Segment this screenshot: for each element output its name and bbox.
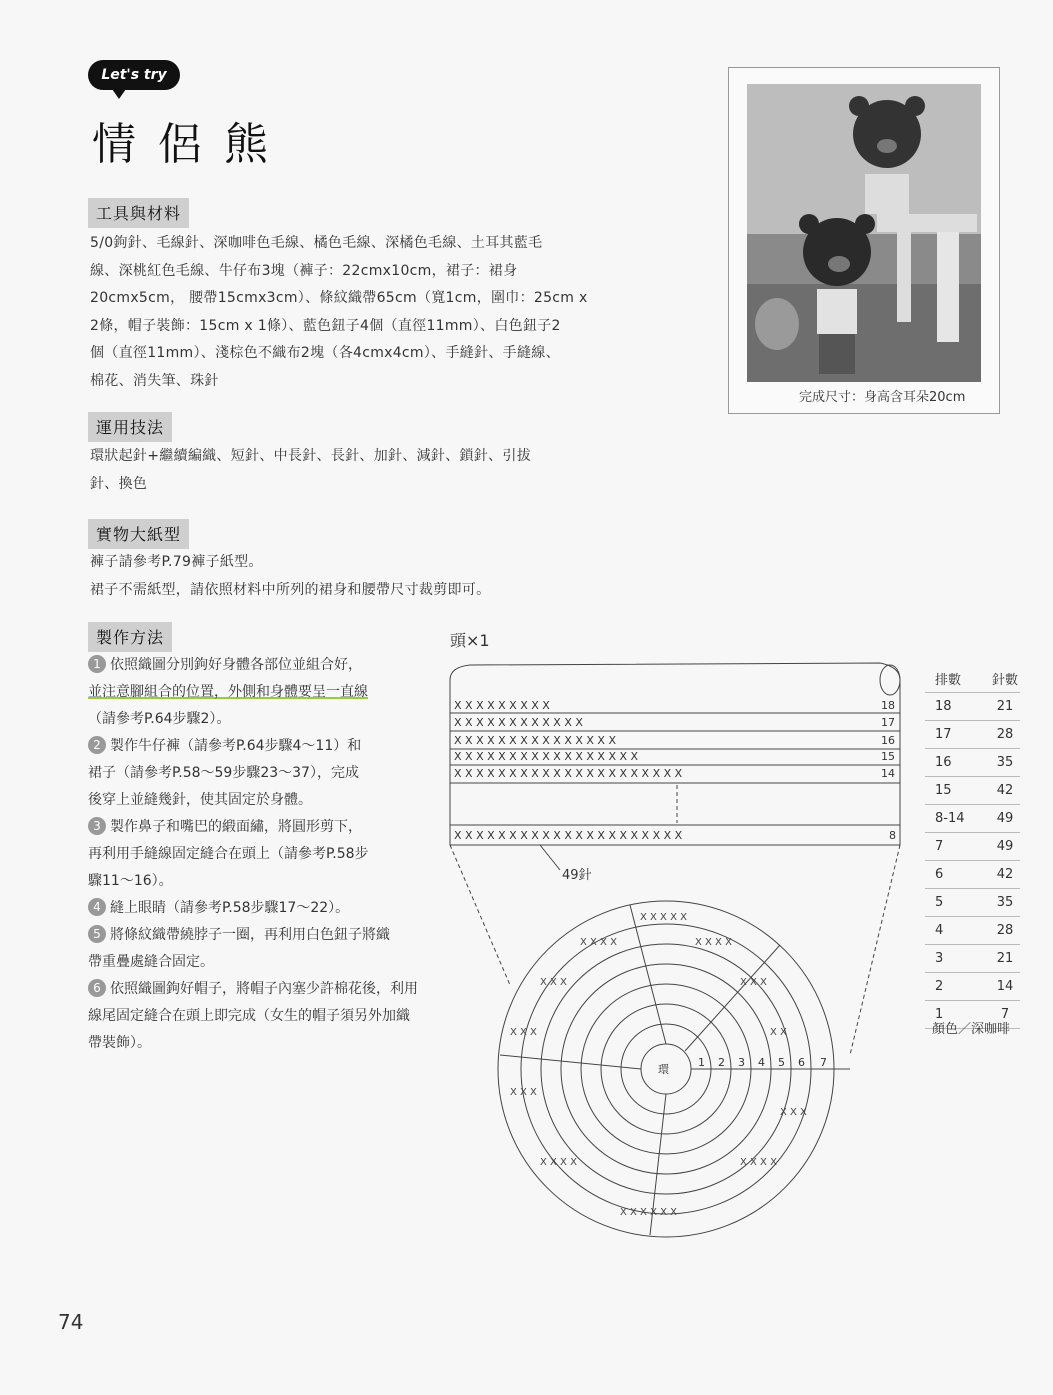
technique-text (90, 443, 640, 498)
round-label: 3 (738, 1056, 745, 1069)
svg-text:X X X X X X X X X X X: X X X X X X X X X X X X X X X (454, 734, 616, 747)
tools-line: 20cmx5cm， 腰帶15cmx3cm）、條紋織帶65cm（寬1cm，圍巾：25cm x (90, 290, 588, 306)
step-item: 1 依照織圖分別鉤好身體各部位並組合好， 並注意腳組合的位置，外側和身體要呈一直線 （請參考P.64步驟2）。 (88, 657, 368, 727)
table-row: 18 21 (925, 693, 1020, 721)
svg-text:X X X X X X X X X X X X: X X X X X X X X X X X X X X X X X (454, 750, 639, 763)
step-number: 4 (88, 898, 106, 916)
row-label: 15 (881, 750, 895, 763)
table-row: 17 28 (925, 721, 1020, 749)
technique-line: 環狀起針+繼續編織、短針、中長針、長針、加針、減針、鎖針、引拔 (90, 448, 532, 464)
row-label: 16 (881, 734, 895, 747)
svg-text:X X X X: X X X X (540, 1157, 577, 1168)
table-row: 3 21 (925, 945, 1020, 973)
svg-text:X X X: X X X (740, 977, 767, 988)
round-label: 5 (778, 1056, 785, 1069)
step-number: 3 (88, 817, 106, 835)
row-label: 17 (881, 716, 895, 729)
row-label: 18 (881, 699, 895, 712)
tools-line: 棉花、消失筆、珠針 (90, 372, 219, 389)
step-number: 2 (88, 736, 106, 754)
tools-line: 線、深桃紅色毛線、牛仔布3塊（褲子：22cmx10cm，裙子：裙身 (90, 262, 518, 279)
svg-text:X X X X X X X X X X X X X X X: X X X X X X X X X X X X X X X X X X X X X (454, 829, 683, 842)
lets-try-badge: Let's try (88, 60, 180, 90)
table-row: 5 35 (925, 889, 1020, 917)
table-row: 8-14 49 (925, 805, 1020, 833)
pattern-heading: 實物大紙型 (88, 519, 189, 549)
tools-line: 個（直徑11mm）、淺棕色不織布2塊（各4cmx4cm）、手縫針、手縫線、 (90, 345, 560, 361)
bear-photo (747, 84, 981, 382)
round-label: 4 (758, 1056, 765, 1069)
svg-text:X X X: X X X (510, 1027, 537, 1038)
svg-text:X X X X X: X X X X X (640, 912, 687, 923)
round-label: 6 (798, 1056, 805, 1069)
technique-line: 針、換色 (90, 475, 148, 492)
pattern-line: 褲子請參考P.79褲子紙型。 (90, 554, 263, 570)
photo-caption: 完成尺寸：身高含耳朵20cm (799, 390, 966, 405)
pattern-line: 裙子不需紙型，請依照材料中所列的裙身和腰帶尺寸裁剪即可。 (90, 581, 491, 598)
tools-heading: 工具與材料 (88, 198, 189, 228)
svg-text:X X X: X X X (780, 1107, 807, 1118)
svg-text:X X X: X X X (540, 977, 567, 988)
technique-heading: 運用技法 (88, 412, 172, 442)
round-label: 1 (698, 1056, 705, 1069)
svg-text:X X X X: X X X X (695, 937, 732, 948)
table-row: 6 42 (925, 861, 1020, 889)
photo-frame (728, 67, 1000, 414)
step-item: 5 將條紋織帶繞脖子一圈，再利用白色鈕子將織 帶重疊處縫合固定。 (88, 927, 390, 970)
step-number: 5 (88, 925, 106, 943)
table-row: 16 35 (925, 749, 1020, 777)
svg-text:X X X X X X X X X X X X X X X: X X X X X X X X X X X X X X X X X X X X X (454, 767, 683, 780)
svg-text:X X: X X (770, 1027, 787, 1038)
table-header-row (925, 665, 1020, 693)
svg-text:X X X X X X: X X X X X X (620, 1207, 677, 1218)
table-row: 1 7 (925, 1001, 1020, 1029)
color-note: 顏色／深咖啡 (932, 1022, 1011, 1037)
method-heading: 製作方法 (88, 622, 172, 652)
svg-text:X X X X: X X X X (740, 1157, 777, 1168)
step-item: 2 製作牛仔褲（請參考P.64步驟4～11）和 裙子（請參考P.58～59步驟23～37），完成 後穿上並縫幾針，使其固定於身體。 (88, 738, 362, 808)
table-row: 7 49 (925, 833, 1020, 861)
stitch-count-label: 49針 (562, 868, 592, 883)
svg-text:X X X: X X X (510, 1087, 537, 1098)
table-row: 2 14 (925, 973, 1020, 1001)
row-label: 14 (881, 767, 895, 780)
step-number: 1 (88, 655, 106, 673)
step-item: 6 依照織圖鉤好帽子，將帽子內塞少許棉花後，利用 線尾固定縫合在頭上即完成（女生的帽子須另外加織 帶裝飾）。 (88, 981, 418, 1051)
tools-line: 2條，帽子裝飾：15cm x 1條）、藍色鈕子4個（直徑11mm）、白色鈕子2 (90, 317, 561, 334)
tools-line: 5/0鉤針、毛線針、深咖啡色毛線、橘色毛線、深橘色毛線、土耳其藍毛 (90, 235, 543, 251)
page-title: 情侶熊 (92, 119, 290, 170)
round-label: 7 (820, 1056, 827, 1069)
table-row: 15 42 (925, 777, 1020, 805)
svg-text:X X X X X X X X X: X X X X X X X X X X X X (454, 716, 583, 729)
pattern-text (90, 549, 650, 604)
svg-text:X X X X X X X: X X X X X X X X X (454, 699, 550, 712)
step-number: 6 (88, 979, 106, 997)
svg-text:X X X X: X X X X (580, 937, 617, 948)
stitch-table (925, 665, 1020, 1029)
table-header: 針數 (990, 665, 1020, 693)
page-number: 74 (58, 1310, 84, 1334)
table-header: 排數 (925, 665, 990, 693)
ring-label: 環 (658, 1063, 669, 1076)
step-item: 4 縫上眼睛（請參考P.58步驟17～22）。 (88, 895, 488, 922)
table-row: 4 28 (925, 917, 1020, 945)
step-list (88, 652, 488, 1057)
crochet-diagram (440, 655, 920, 1255)
step-item: 3 製作鼻子和嘴巴的緞面繡，將圓形剪下， 再利用手縫線固定縫合在頭上（請參考P.58步 驟11～16）。 (88, 819, 369, 889)
diagram-title: 頭×1 (450, 631, 490, 650)
row-label: 8 (889, 829, 896, 842)
round-label: 2 (718, 1056, 725, 1069)
tools-text (90, 230, 640, 395)
